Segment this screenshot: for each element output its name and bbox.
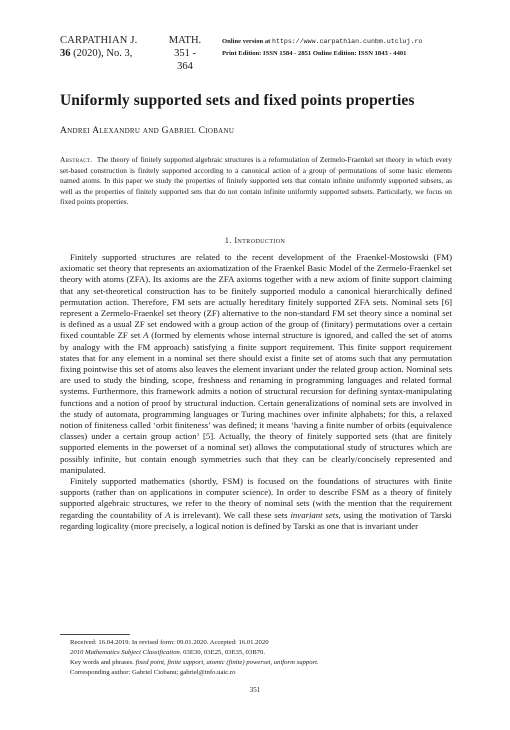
journal-issue: (2020), No. 3, bbox=[73, 48, 133, 59]
online-url-link[interactable]: https://www.carpathian.cunbm.utcluj.ro bbox=[272, 38, 423, 45]
paragraph-1-text-b: (formed by elements whose internal structure is ignored, and called the set of atoms by analogy with the FM approach) satisfying a finite support requirement. This finite support requirement states that for any element in a nominal set there should exist a finite set of atoms such that any permutation fixing pointwise this set of atoms also leaves the element invariant under the related group action. Nominal sets are used to study the binding, scope, freshness and renaming in programming languages and related formal systems. Furthermore, this framework admits a notion of structural recursion for defining syntax-manipulating functions and a notion of proof by structural induction. Certain generalizations of nominal sets are involved in the study of automata, programming languages or Turing machines over infinite alphabets; for this, a relaxed notion of finiteness called ‘orbit finiteness’ was defined; it means ‘having a finite number of orbits (equivalence classes) under a certain group action’ [5]. Actually, the theory of finitely supported sets (that are finitely supported elements in the powerset of a nominal set) allows the computational study of structures which are possibly infinite, but contain enough symmetries such that they can be clearly/concisely represented and manipulated. bbox=[60, 330, 452, 475]
footnote-corresponding-author: Corresponding author: Gabriel Ciobanu; gabriel@info.uaic.ro bbox=[70, 669, 236, 676]
paragraph-2-text-b: is irrelevant). We call these sets bbox=[170, 509, 291, 520]
footnote-msc-label: 2010 Mathematics Subject Classification. bbox=[70, 649, 182, 656]
abstract bbox=[60, 155, 452, 208]
footnote-keywords-list: fixed point, finite support, atomic (finite) powerset, uniform support. bbox=[133, 659, 319, 666]
footnote-msc bbox=[60, 648, 452, 658]
footnote-dates: Received: 16.04.2019. In revised form: 09.01.2020. Accepted: 16.01.2020 bbox=[70, 639, 269, 646]
journal-name: CARPATHIAN J. bbox=[60, 35, 138, 46]
journal-volume-issue bbox=[60, 48, 132, 59]
journal-subject-pages bbox=[165, 34, 205, 73]
journal-pages: 351 - 364 bbox=[174, 48, 196, 72]
abstract-text: The theory of finitely supported algebraic structures is a reformulation of Zermelo-Fraenkel set theory in which every set-based construction is finitely supported according to a canonical action of a group of permutations of some basic elements named atoms. In this paper we study the properties of finitely supported sets that contain infinite uniformly supported subsets, as well as the properties of finitely supported sets that do not contain infinite uniformly supported subsets. Particularly, we focus on fixed points properties. bbox=[60, 155, 453, 207]
footnote-divider bbox=[60, 634, 130, 635]
atoms-variable: A bbox=[143, 330, 149, 341]
journal-subject: MATH. bbox=[168, 35, 202, 46]
online-info bbox=[222, 36, 422, 60]
paragraph-1 bbox=[60, 252, 452, 476]
journal-volume: 36 bbox=[60, 48, 71, 59]
paragraph-1-text-a: Finitely supported structures are related to the recent development of the Fraenkel-Mostowski (FM) axiomatic set theory that represents an axiomatization of the Fraenkel Basic Model of the Zermelo-Fraenkel set theory with atoms (ZFA). Its axioms are the ZFA axioms together with a new axiom of finite support claiming that any set-theoretical construction has to be finitely supported modulo a canonical hierarchically defined permutation action. Therefore, FM sets are actually hereditary finitely supported ZFA sets. Nominal sets [6] represent a Zermelo-Fraenkel set theory (ZF) alternative to the non-standard FM set theory since a nominal set is defined as a usual ZF set endowed with a group action of the group of (finitary) permutations over a certain fixed countable ZF set bbox=[60, 252, 452, 341]
journal-header bbox=[60, 34, 137, 60]
paragraph-2-text-a: Finitely supported mathematics (shortly, FSM) is focused on the foundations of structures with finite supports (rather than on applications in computer science). In order to describe FSM as a theory of finitely supported algebraic structures, we refer to the theory of nominal sets (with the mention that the requirement regarding the countability of bbox=[60, 476, 452, 520]
emphasis-invariant-sets: invariant sets bbox=[290, 509, 339, 520]
footnotes bbox=[60, 638, 452, 678]
issn-line: Print Edition: ISSN 1584 - 2851 Online Edition: ISSN 1843 - 4401 bbox=[222, 50, 407, 57]
online-version-line bbox=[222, 36, 422, 48]
paragraph-2-text-c: , using the motivation of Tarski regarding logicality (more precisely, a logical notion is defined by Tarski as one that is invariant under bbox=[60, 509, 452, 531]
section-heading: 1. Introduction bbox=[224, 236, 286, 245]
atoms-variable: A bbox=[165, 509, 171, 520]
paper-authors: Andrei Alexandru and Gabriel Ciobanu bbox=[60, 126, 235, 136]
footnote-keywords bbox=[60, 658, 452, 668]
footnote-keywords-label: Key words and phrases. bbox=[70, 659, 134, 666]
footnote-msc-codes: 03E30, 03E25, 03E35, 03B70. bbox=[181, 649, 266, 656]
paper-title: Uniformly supported sets and fixed points properties bbox=[60, 92, 415, 109]
paragraph-2 bbox=[60, 476, 452, 532]
body-text bbox=[60, 252, 452, 532]
page-number: 351 bbox=[249, 686, 261, 694]
abstract-label: Abstract. bbox=[60, 155, 93, 164]
online-label: Online version at bbox=[222, 38, 273, 45]
